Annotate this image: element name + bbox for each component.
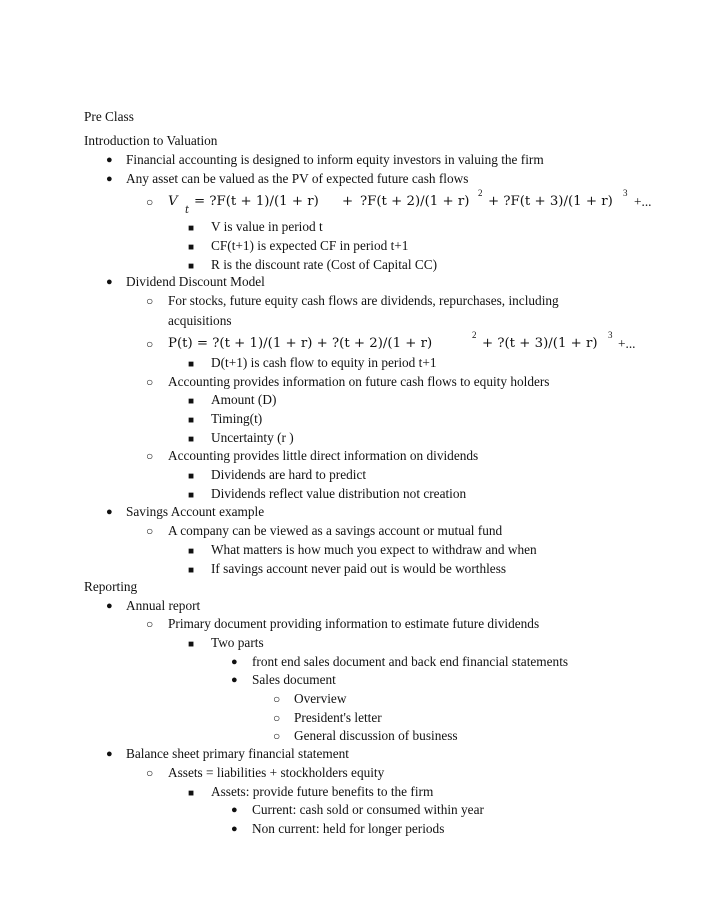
square-glyph: ■ [188,261,195,272]
formula-v-term2: ?F(t + 2)/(1 + r) [360,194,470,209]
formula-p-exponent: 3 [608,330,613,340]
square-glyph: ■ [188,415,195,426]
page-title: Pre Class [84,109,134,124]
list-item: A company can be viewed as a savings account or mutual fund [168,523,503,538]
circle-glyph: ○ [146,375,154,389]
list-item: Uncertainty (r ) [211,430,294,445]
square-glyph: ■ [188,242,195,253]
bullet-glyph: ● [231,823,238,835]
list-item: Assets = liabilities + stockholders equity [168,765,385,780]
bullet-item: Annual report [126,598,201,613]
bullet-item: Dividend Discount Model [126,274,265,289]
circle-glyph: ○ [146,766,154,780]
bullet-glyph: ● [106,154,113,166]
formula-v-plus: + [342,194,354,209]
bullet-item: Balance sheet primary financial statement [126,746,349,761]
list-item: Primary document providing information to estimate future dividends [168,616,540,631]
list-item: CF(t+1) is expected CF in period t+1 [211,238,409,253]
circle-glyph: ○ [146,195,154,209]
square-glyph: ■ [188,639,195,650]
list-item: Amount (D) [211,392,277,407]
bullet-glyph: ● [106,276,113,288]
list-item: D(t+1) is cash flow to equity in period t+1 [211,355,437,370]
bullet-glyph: ● [231,656,238,668]
square-glyph: ■ [188,396,195,407]
formula-v-exponent: 2 [478,188,483,198]
circle-glyph: ○ [273,692,281,706]
list-item-continuation: acquisitions [168,313,232,328]
square-glyph: ■ [188,546,195,557]
formula-p-exponent: 2 [472,330,477,340]
square-glyph: ■ [188,565,195,576]
list-item: Sales document [252,672,336,687]
list-item: Dividends reflect value distribution not creation [211,486,467,501]
section-heading-reporting: Reporting [84,579,138,594]
list-item: Timing(t) [211,411,263,426]
formula-v-term3: + ?F(t + 3)/(1 + r) [488,194,613,209]
list-item: If savings account never paid out is would be worthless [211,561,507,576]
circle-glyph: ○ [273,729,281,743]
square-glyph: ■ [188,223,195,234]
list-item: Dividends are hard to predict [211,467,367,482]
list-item: General discussion of business [294,728,458,743]
list-item: Two parts [211,635,264,650]
section-heading-valuation: Introduction to Valuation [84,133,218,148]
list-item: What matters is how much you expect to withdraw and when [211,542,537,557]
formula-v-symbol: V [168,194,178,209]
list-item: R is the discount rate (Cost of Capital CC) [211,257,438,272]
list-item: front end sales document and back end financial statements [252,654,569,669]
list-item: Accounting provides little direct information on dividends [168,448,479,463]
bullet-item: Savings Account example [126,504,265,519]
formula-p-term2: + ?(t + 3)/(1 + r) [482,336,598,351]
bullet-glyph: ● [106,748,113,760]
bullet-glyph: ● [106,600,113,612]
list-item: For stocks, future equity cash flows are dividends, repurchases, including [168,293,559,308]
circle-glyph: ○ [146,337,154,351]
formula-v-exponent: 3 [623,188,628,198]
list-item: Assets: provide future benefits to the firm [211,784,434,799]
list-item: Non current: held for longer periods [252,821,445,836]
bullet-item: Financial accounting is designed to inform equity investors in valuing the firm [126,152,544,167]
bullet-glyph: ● [106,173,113,185]
formula-v-term1: = ?F(t + 1)/(1 + r) [194,194,319,209]
list-item: Overview [294,691,347,706]
formula-v-subscript: t [185,205,190,216]
bullet-item: Any asset can be valued as the PV of expected future cash flows [126,171,469,186]
formula-p-term1: P(t) = ?(t + 1)/(1 + r) + ?(t + 2)/(1 + r) [168,336,433,351]
square-glyph: ■ [188,490,195,501]
square-glyph: ■ [188,471,195,482]
circle-glyph: ○ [146,524,154,538]
list-item: Accounting provides information on future cash flows to equity holders [168,374,550,389]
list-item: Current: cash sold or consumed within year [252,802,484,817]
formula-v-ellipsis: +... [634,194,652,209]
list-item: President's letter [294,710,382,725]
circle-glyph: ○ [146,294,154,308]
bullet-glyph: ● [231,804,238,816]
bullet-glyph: ● [106,506,113,518]
circle-glyph: ○ [146,617,154,631]
bullet-glyph: ● [231,674,238,686]
square-glyph: ■ [188,788,195,799]
formula-p-ellipsis: +... [618,336,636,351]
circle-glyph: ○ [146,449,154,463]
square-glyph: ■ [188,434,195,445]
circle-glyph: ○ [273,711,281,725]
list-item: V is value in period t [211,219,323,234]
square-glyph: ■ [188,359,195,370]
